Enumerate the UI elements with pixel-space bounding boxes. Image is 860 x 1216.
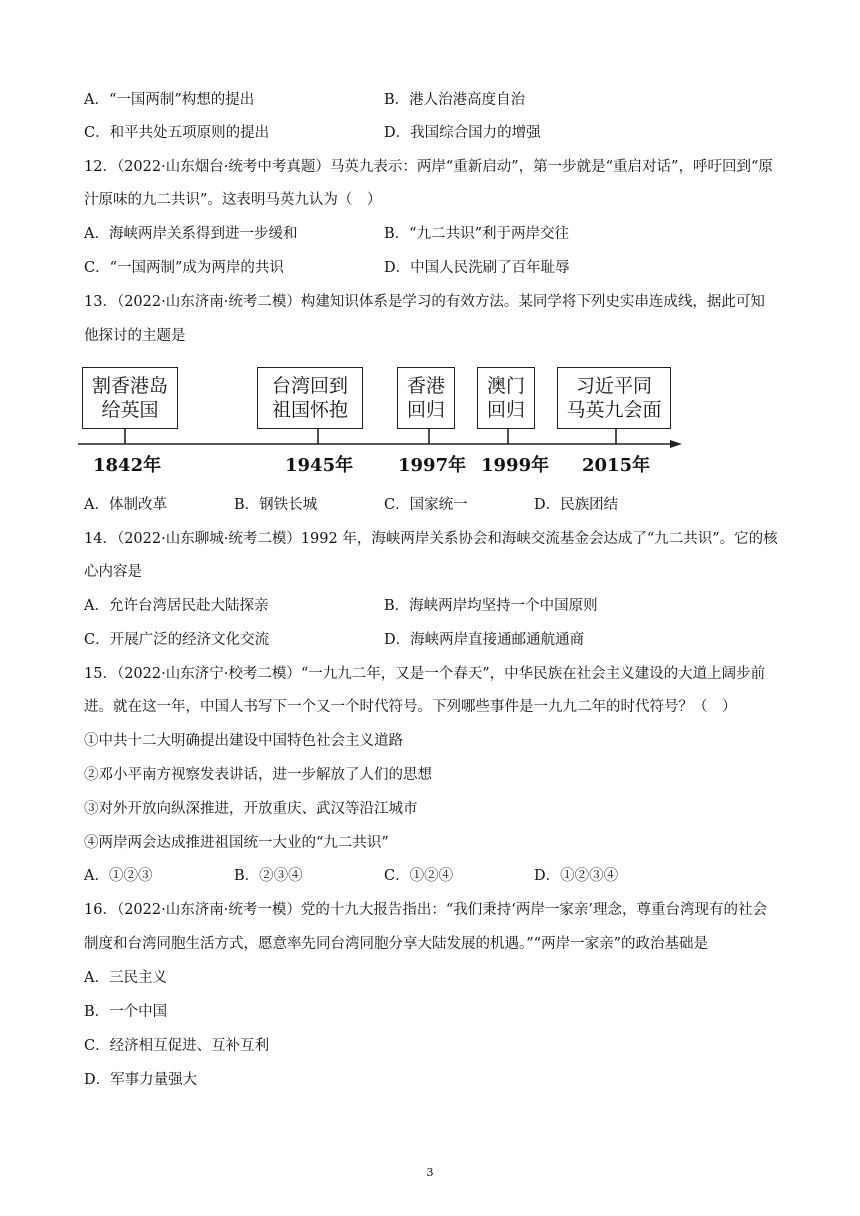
q15-option-a: A．①②③ [84,868,153,884]
q16-option-c: C．经济相互促进、互补互利 [84,1038,270,1054]
timeline-event-1997: 香港 回归 [397,367,455,429]
q16-stem-line1: 16．（2022·山东济南·统考一模）党的十九大报告指出：“我们秉持‘两岸一家亲’理念，尊重台湾现有的社会 [84,902,767,918]
q14-option-c: C．开展广泛的经济文化交流 [84,632,270,648]
q11-option-b: B．港人治港高度自治 [384,92,526,108]
timeline-year-1999: 1999年 [481,455,550,476]
q16-stem-line2: 制度和台湾同胞生活方式，愿意率先同台湾同胞分享大陆发展的机遇。”“两岸一家亲”的政治基础是 [84,936,708,952]
q11-option-d: D．我国综合国力的增强 [384,125,541,141]
q16-option-a: A．三民主义 [84,970,167,986]
q15-stem-line2: 进。就在这一年，中国人书写下一个又一个时代符号。下列哪些事件是一九九二年的时代符号？（ ） [84,699,737,715]
q15-item-2: ②邓小平南方视察发表讲话，进一步解放了人们的思想 [84,767,432,783]
q15-option-b: B．②③④ [234,868,303,884]
timeline-year-1842: 1842年 [93,455,162,476]
q13-option-a: A．体制改革 [84,497,167,513]
q13-option-d: D．民族团结 [534,497,619,513]
q12-option-d: D．中国人民洗刷了百年耻辱 [384,260,570,276]
q12-option-c: C．“一国两制”成为两岸的共识 [84,260,284,276]
q13-option-c: C．国家统一 [384,497,468,513]
timeline-year-1945: 1945年 [285,455,354,476]
q15-item-3: ③对外开放向纵深推进，开放重庆、武汉等沿江城市 [84,801,418,817]
q11-option-a: A．“一国两制”构想的提出 [84,92,255,108]
q14-option-d: D．海峡两岸直接通邮通航通商 [384,632,585,648]
q12-stem-line1: 12．（2022·山东烟台·统考中考真题）马英九表示：两岸“重新启动”，第一步就是“重启对话”，呼吁回到“原 [84,159,773,175]
q13-option-b: B．钢铁长城 [234,497,318,513]
timeline-event-1999: 澳门 回归 [477,367,535,429]
timeline-event-2015: 习近平同 马英九会面 [557,367,671,429]
q12-option-a: A．海峡两岸关系得到进一步缓和 [84,226,298,242]
q14-option-b: B．海峡两岸均坚持一个中国原则 [384,598,598,614]
q12-option-b: B．“九二共识”利于两岸交往 [384,226,569,242]
q16-option-d: D．军事力量强大 [84,1072,198,1088]
q15-option-c: C．①②④ [384,868,454,884]
q11-option-c: C．和平共处五项原则的提出 [84,125,270,141]
q14-stem-line1: 14．（2022·山东聊城·统考二模）1992 年，海峡两岸关系协会和海峡交流基金会达成了“九二共识”。它的核 [84,531,778,547]
q14-stem-line2: 心内容是 [84,564,142,580]
q16-option-b: B．一个中国 [84,1004,168,1020]
q15-item-4: ④两岸两会达成推进祖国统一大业的“九二共识” [84,835,389,851]
timeline-event-1945: 台湾回到 祖国怀抱 [257,367,363,429]
q15-option-d: D．①②③④ [534,868,619,884]
timeline-event-1842: 割香港岛 给英国 [82,367,178,429]
timeline-year-2015: 2015年 [582,455,651,476]
q14-option-a: A．允许台湾居民赴大陆探亲 [84,598,269,614]
q13-stem-line1: 13．（2022·山东济南·统考二模）构建知识体系是学习的有效方法。某同学将下列史实串连成线，据此可知 [84,294,765,310]
history-timeline [78,355,698,485]
q13-stem-line2: 他探讨的主题是 [84,328,186,344]
page-number: 3 [426,1166,434,1179]
timeline-year-1997: 1997年 [398,455,467,476]
q15-stem-line1: 15．（2022·山东济宁·校考二模）“一九九二年，又是一个春天”，中华民族在社会主义建设的大道上阔步前 [84,666,766,682]
q15-item-1: ①中共十二大明确提出建设中国特色社会主义道路 [84,733,403,749]
q12-stem-line2: 汁原味的九二共识”。这表明马英九认为（ ） [84,192,382,208]
